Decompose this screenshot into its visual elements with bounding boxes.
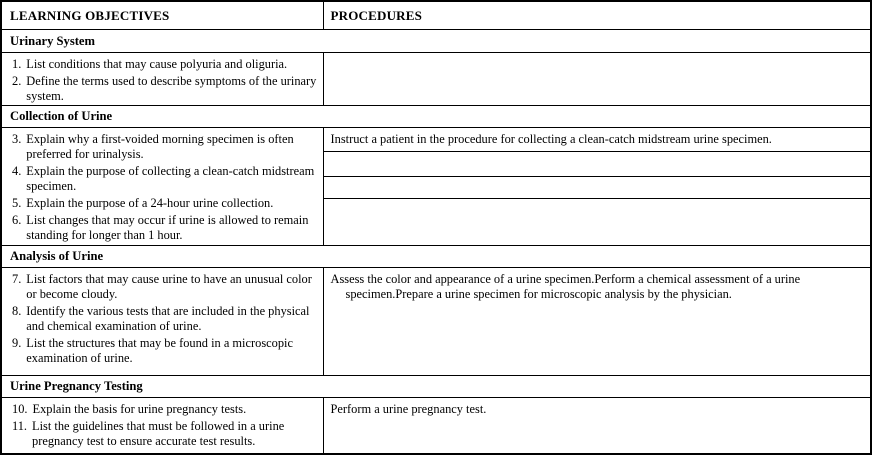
objective-item [12,419,319,449]
objective-text: Explain the purpose of a 24-hour urine collection. [26,196,274,210]
objective-item [12,74,319,104]
objective-item [12,304,319,334]
procedure-text: Perform a urine pregnancy test. [330,402,487,416]
procedure-subrow [324,177,871,199]
objective-item [12,57,319,72]
procedures-cell-urine-pregnancy-testing [324,398,871,453]
objective-number: 3. [12,132,22,146]
procedure-subrow [324,199,871,245]
objective-text: Identify the various tests that are included in the physical and chemical examination of urine. [26,304,310,333]
objectives-cell-urine-pregnancy-testing [2,398,324,453]
objective-number: 5. [12,196,22,210]
table-header-row [2,2,870,29]
section-header-urine-pregnancy-testing [2,375,870,397]
objective-number: 8. [12,304,22,318]
objective-item [12,272,319,302]
objective-text: List the guidelines that must be followed in a urine pregnancy test to ensure accurate test results. [32,419,285,448]
objective-number: 9. [12,336,22,350]
section-title: Urine Pregnancy Testing [10,379,143,393]
procedure-text [324,177,871,181]
objective-number: 6. [12,213,22,227]
section-header-analysis-of-urine [2,245,870,267]
procedure-text [324,152,871,156]
section-header-collection-of-urine [2,105,870,127]
column-header-learning-objectives [2,2,324,29]
objective-item [12,164,319,194]
procedure-subrow [324,152,871,177]
column-header-procedures [324,2,871,29]
objective-item [12,132,319,162]
section-title: Collection of Urine [10,109,113,123]
section-row-urine-pregnancy-testing [2,397,870,453]
section-row-analysis-of-urine [2,267,870,375]
section-title: Urinary System [10,33,95,48]
objective-text: Define the terms used to describe symptoms of the urinary system. [26,74,317,103]
section-title: Analysis of Urine [10,249,104,263]
section-row-collection-of-urine [2,127,870,245]
procedure-text [324,199,871,203]
learning-objectives-label: LEARNING OBJECTIVES [10,7,170,23]
objective-text: List factors that may cause urine to have an unusual color or become cloudy. [26,272,312,301]
procedures-cell-urinary-system [324,53,871,105]
objectives-cell-urinary-system [2,53,324,105]
objective-text: List the structures that may be found in a microscopic examination of urine. [26,336,293,365]
procedure-subrow [324,128,871,152]
section-header-urinary-system [2,29,870,52]
objectives-cell-collection-of-urine [2,128,324,245]
objective-number: 11. [12,419,28,433]
objectives-cell-analysis-of-urine [2,268,324,375]
procedures-cell-analysis-of-urine [324,268,871,375]
procedure-text: Assess the color and appearance of a urine specimen.Perform a chemical assessment of a urine specimen.Prepare a urine specimen for microscopic analysis by the physician. [330,272,801,301]
procedures-cell-collection-of-urine [324,128,871,245]
objective-text: Explain the basis for urine pregnancy tests. [32,402,247,416]
objective-text: Explain why a first-voided morning specimen is often preferred for urinalysis. [26,132,294,161]
objective-text: List changes that may occur if urine is allowed to remain standing for longer than 1 hour. [26,213,309,242]
procedure-text [324,53,871,57]
objective-number: 10. [12,402,28,416]
objective-item [12,402,319,417]
objective-item [12,213,319,243]
section-row-urinary-system [2,52,870,105]
objective-number: 2. [12,74,22,88]
objective-number: 7. [12,272,22,286]
procedure-text: Instruct a patient in the procedure for collecting a clean-catch midstream urine specimen. [330,132,772,146]
objective-item [12,196,319,211]
procedures-label: PROCEDURES [330,7,423,23]
objective-number: 4. [12,164,22,178]
objective-number: 1. [12,57,22,71]
objective-text: List conditions that may cause polyuria and oliguria. [26,57,288,71]
objective-text: Explain the purpose of collecting a clean-catch midstream specimen. [26,164,315,193]
objective-item [12,336,319,366]
